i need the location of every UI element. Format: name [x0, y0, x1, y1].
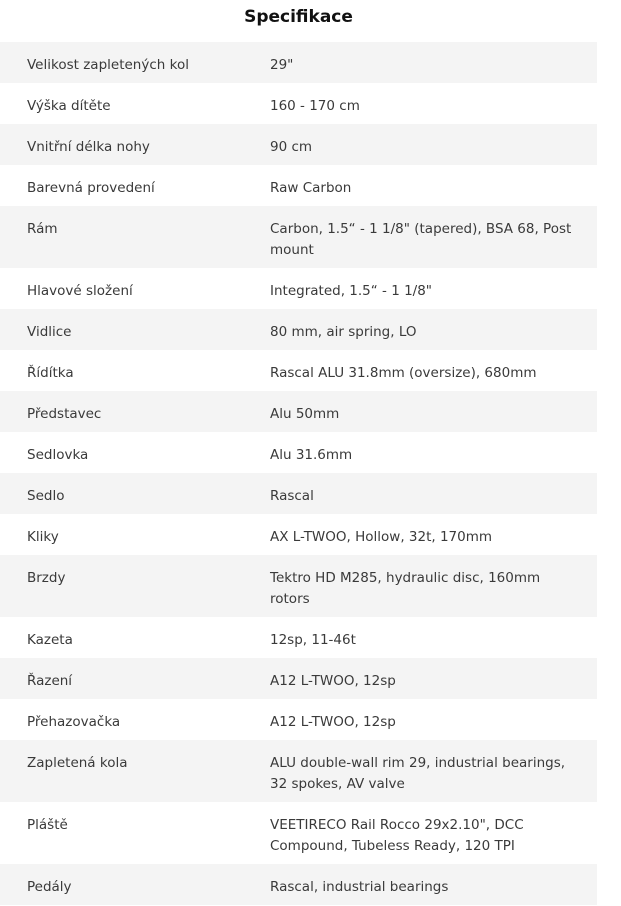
- spec-row: [0, 432, 597, 473]
- spec-value: Integrated, 1.5“ - 1 1/8": [270, 283, 433, 299]
- spec-label: Pláště: [27, 817, 68, 833]
- spec-value: Raw Carbon: [270, 180, 352, 196]
- spec-row: [0, 391, 597, 432]
- spec-row: [0, 350, 597, 391]
- spec-label: Vidlice: [27, 324, 72, 340]
- spec-label: Výška dítěte: [27, 98, 111, 114]
- spec-value: 29": [270, 57, 294, 73]
- spec-row: [0, 864, 597, 905]
- spec-row: [0, 617, 597, 658]
- spec-label: Rám: [27, 221, 58, 237]
- spec-row: [0, 555, 597, 617]
- spec-label: Přehazovačka: [27, 714, 121, 730]
- spec-value: A12 L-TWOO, 12sp: [270, 673, 396, 689]
- spec-row: [0, 309, 597, 350]
- spec-row: [0, 658, 597, 699]
- spec-row: [0, 83, 597, 124]
- page-title: Specifikace: [244, 7, 353, 27]
- spec-row: [0, 740, 597, 802]
- spec-row: [0, 514, 597, 555]
- spec-value: AX L-TWOO, Hollow, 32t, 170mm: [270, 529, 493, 545]
- spec-label: Kazeta: [27, 632, 73, 648]
- spec-label: Řídítka: [27, 365, 74, 381]
- spec-value: Rascal ALU 31.8mm (oversize), 680mm: [270, 365, 537, 381]
- spec-row: [0, 268, 597, 309]
- spec-row: [0, 802, 597, 864]
- spec-label: Sedlo: [27, 488, 65, 504]
- spec-row: [0, 42, 597, 83]
- spec-value: 80 mm, air spring, LO: [270, 324, 417, 340]
- spec-value: Rascal: [270, 488, 314, 504]
- spec-value: Rascal, industrial bearings: [270, 879, 449, 895]
- spec-value: ALU double-wall rim 29, industrial bearings, 32 spokes, AV valve: [270, 755, 566, 792]
- spec-row: [0, 206, 597, 268]
- spec-label: Zapletená kola: [27, 755, 128, 771]
- spec-label: Barevná provedení: [27, 180, 155, 196]
- spec-value: VEETIRECO Rail Rocco 29x2.10", DCC Compound, Tubeless Ready, 120 TPI: [270, 817, 524, 854]
- spec-value: Alu 50mm: [270, 406, 340, 422]
- spec-row: [0, 165, 597, 206]
- spec-table: [0, 42, 597, 905]
- spec-label: Sedlovka: [27, 447, 89, 463]
- spec-value: 160 - 170 cm: [270, 98, 360, 114]
- spec-label: Představec: [27, 406, 102, 422]
- spec-row: [0, 699, 597, 740]
- spec-value: 90 cm: [270, 139, 313, 155]
- spec-label: Řazení: [27, 673, 73, 689]
- spec-row: [0, 124, 597, 165]
- spec-label: Brzdy: [27, 570, 66, 586]
- spec-label: Velikost zapletených kol: [27, 57, 189, 73]
- spec-label: Pedály: [27, 879, 72, 895]
- spec-value: Carbon, 1.5“ - 1 1/8" (tapered), BSA 68, Post mount: [270, 221, 572, 258]
- spec-value: 12sp, 11-46t: [270, 632, 356, 648]
- spec-row: [0, 473, 597, 514]
- spec-value: A12 L-TWOO, 12sp: [270, 714, 396, 730]
- spec-value: Alu 31.6mm: [270, 447, 353, 463]
- spec-label: Hlavové složení: [27, 283, 133, 299]
- spec-label: Vnitřní délka nohy: [27, 139, 150, 155]
- spec-value: Tektro HD M285, hydraulic disc, 160mm rotors: [270, 570, 541, 607]
- spec-label: Kliky: [27, 529, 59, 545]
